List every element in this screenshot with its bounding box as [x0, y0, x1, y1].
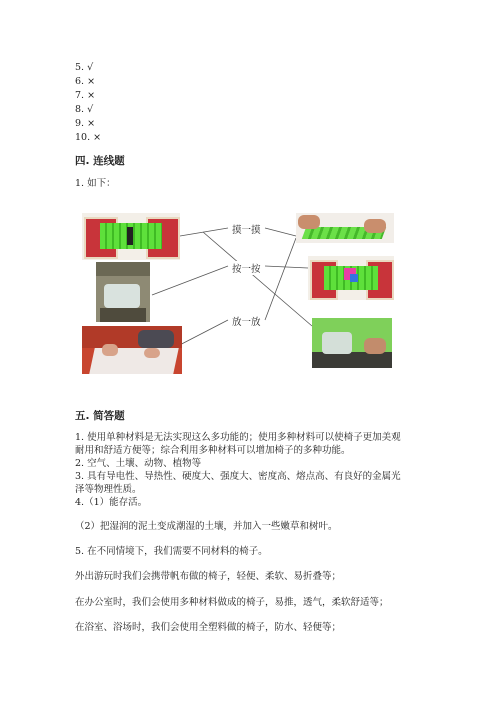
answer-line-6: 4.（1）能存活。 — [75, 497, 148, 508]
answer-10: 10. × — [75, 132, 102, 143]
answer-6: 6. × — [75, 76, 96, 87]
answer-9: 9. × — [75, 118, 96, 129]
label-touch: 摸一摸 — [230, 222, 263, 236]
answer-line-1: 1. 使用单种材料是无法实现这么多功能的；使用多种材料可以使椅子更加美观 — [75, 432, 401, 443]
answer-8: 8. √ — [75, 104, 94, 115]
label-place: 放一放 — [230, 314, 263, 328]
green-paper-cup-image — [312, 318, 392, 368]
section-5-title: 五. 简答题 — [75, 410, 125, 422]
label-press: 按一按 — [230, 261, 263, 275]
answer-paragraph-4: 外出游玩时我们会携带帆布做的椅子，轻便、柔软、易折叠等； — [75, 571, 342, 582]
hands-paper-image — [82, 326, 182, 374]
answer-line-2: 耐用和舒适方便等；综合利用多种材料可以增加椅子的多种功能。 — [75, 445, 351, 456]
answer-line-5: 泽等物理性质。 — [75, 484, 142, 495]
answer-paragraph-5: 在办公室时，我们会使用多种材料做成的椅子，易推，透气，柔软舒适等； — [75, 597, 389, 608]
paper-cup-image — [96, 262, 150, 322]
answer-line-4: 3. 具有导电性、导热性、硬度大、强度大、密度高、熔点高、有良好的金属光 — [75, 471, 401, 482]
answer-paragraph-3: 5. 在不同情境下，我们需要不同材料的椅子。 — [75, 546, 268, 557]
book-bridge-image-right — [308, 256, 394, 300]
answer-5: 5. √ — [75, 62, 94, 73]
answer-paragraph-6: 在浴室、浴场时，我们会使用全塑料做的椅子，防水、轻便等； — [75, 622, 342, 633]
answer-7: 7. × — [75, 90, 96, 101]
book-bridge-image-left — [82, 213, 180, 260]
section-4-title: 四. 连线题 — [75, 155, 125, 167]
hands-folded-paper-image — [296, 213, 394, 243]
answer-line-3: 2. 空气、土壤、动物、植物等 — [75, 458, 202, 469]
section-4-intro: 1. 如下： — [75, 178, 116, 189]
answer-paragraph-2: （2）把湿润的泥土变成潮湿的土壤，并加入一些嫩草和树叶。 — [75, 521, 338, 532]
